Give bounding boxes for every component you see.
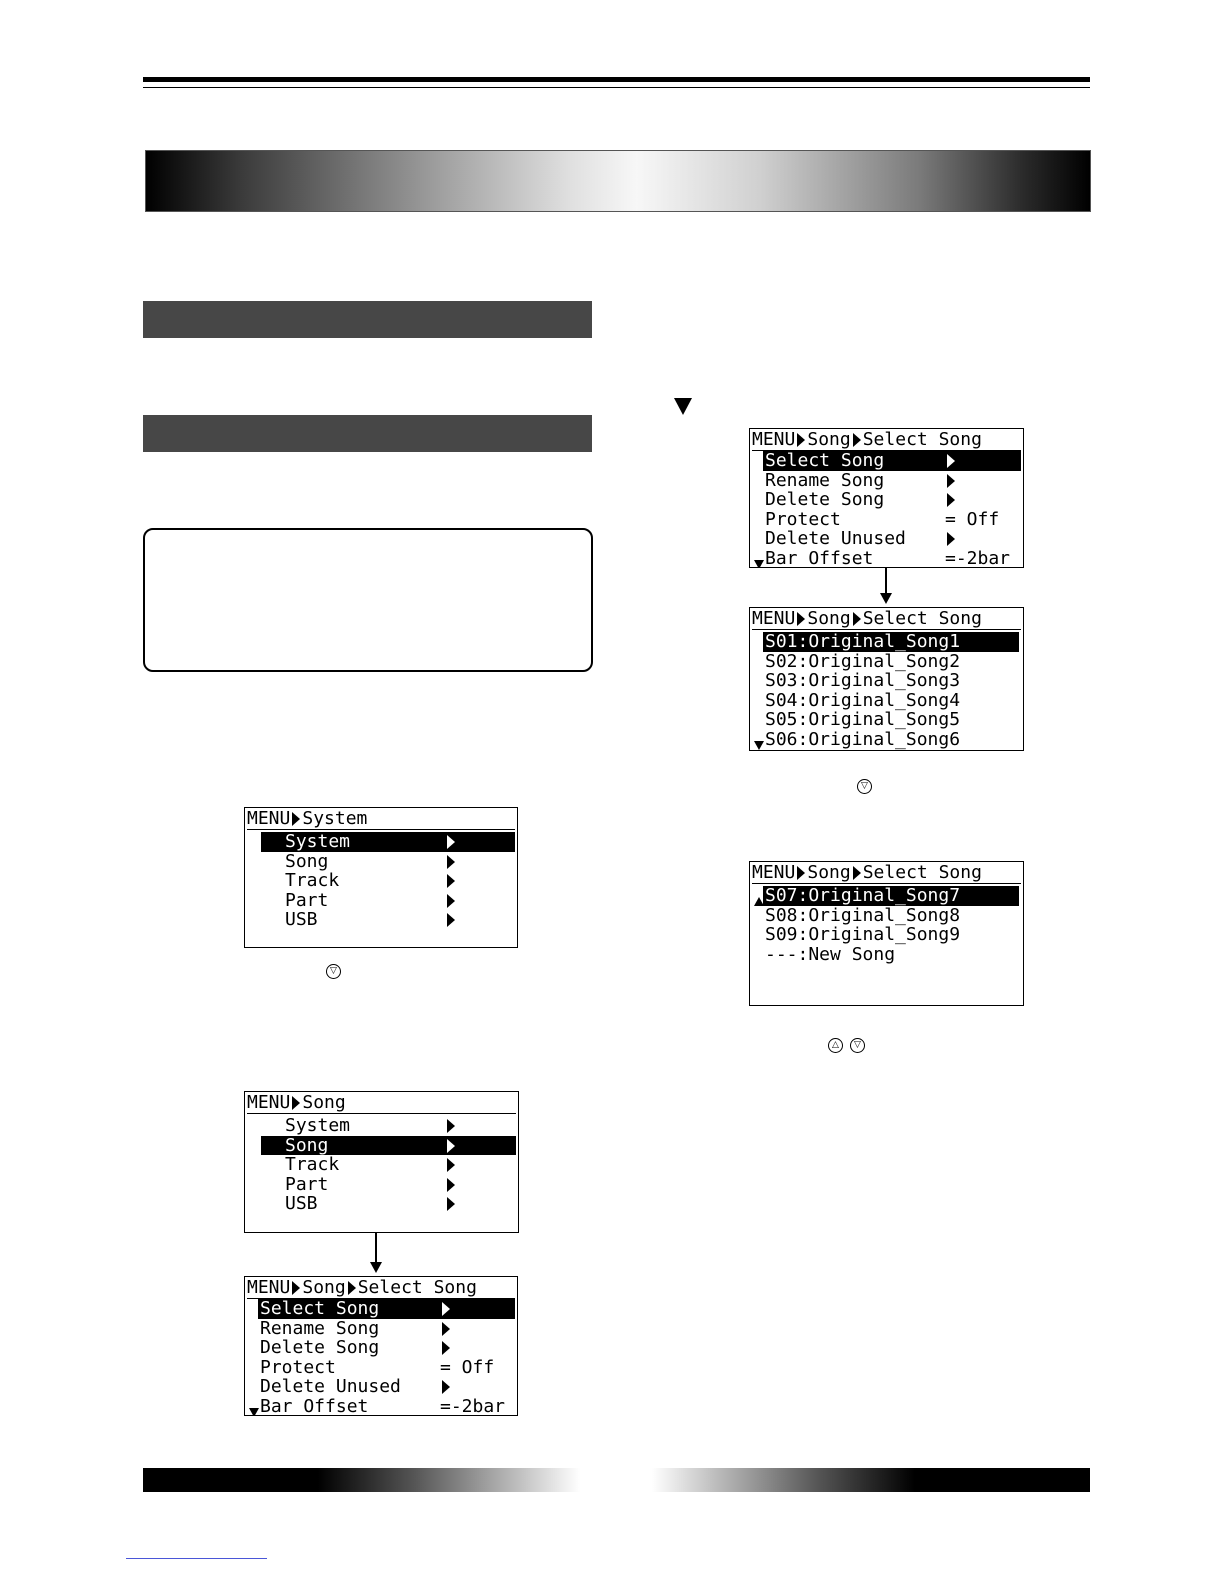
lcd-row-delete-unused xyxy=(258,1377,515,1397)
flow-arrow-head xyxy=(370,1262,382,1273)
lcd-header-menu: MENU xyxy=(247,1277,291,1298)
lcd-song-menu-right xyxy=(749,428,1024,568)
lcd-song-list-1 xyxy=(749,607,1024,751)
lcd-song-list-2 xyxy=(749,861,1024,1006)
down-button-icon: ▽ xyxy=(857,779,872,794)
lcd-row-system xyxy=(261,1116,516,1136)
link-underline xyxy=(126,1558,267,1559)
lcd-header-path2: Select Song xyxy=(862,608,982,629)
row-label: S05:Original_Song5 xyxy=(765,709,961,730)
up-button-icon: △ xyxy=(828,1038,843,1053)
submenu-arrow-icon xyxy=(447,835,455,849)
path-arrow-icon xyxy=(853,433,861,447)
lcd-row-part xyxy=(261,891,515,911)
lcd-header-menu: MENU xyxy=(752,862,796,883)
path-arrow-icon xyxy=(348,1281,356,1295)
lcd-header-path: Song xyxy=(302,1092,346,1113)
row-value: = Off xyxy=(945,508,1000,530)
row-label: System xyxy=(285,831,351,852)
flow-arrow-line xyxy=(375,1233,377,1263)
lcd-header xyxy=(247,1278,515,1299)
scroll-down-icon xyxy=(249,1408,259,1417)
path-arrow-icon xyxy=(853,612,861,626)
lcd-row-usb xyxy=(261,1194,516,1214)
path-arrow-icon xyxy=(292,1281,300,1295)
path-arrow-icon xyxy=(797,612,805,626)
lcd-header xyxy=(752,430,1021,451)
lcd-header-menu: MENU xyxy=(247,808,291,829)
lcd-row-song-6 xyxy=(763,730,1021,750)
lcd-row-track xyxy=(261,871,515,891)
path-arrow-icon xyxy=(292,1096,300,1110)
lcd-row-rename-song xyxy=(763,471,1021,491)
lcd-header-path2: Select Song xyxy=(357,1277,477,1298)
row-label: Track xyxy=(285,1154,340,1175)
row-label: USB xyxy=(285,909,318,930)
submenu-arrow-icon xyxy=(447,1139,455,1153)
row-label: Delete Unused xyxy=(260,1376,401,1397)
path-arrow-icon xyxy=(797,866,805,880)
submenu-arrow-icon xyxy=(947,454,955,468)
row-label: Protect xyxy=(260,1356,336,1378)
lcd-menu-song xyxy=(244,1091,519,1233)
lcd-row-delete-unused xyxy=(763,529,1021,549)
lcd-row-protect xyxy=(763,510,1021,530)
lcd-row-bar-offset xyxy=(763,549,1021,569)
row-value: =-2bar xyxy=(945,547,1011,568)
lcd-row-song-1 xyxy=(763,632,1019,652)
lcd-row-song-9 xyxy=(763,925,1021,945)
lcd-row-song-8 xyxy=(763,906,1021,926)
submenu-arrow-icon xyxy=(442,1322,450,1336)
lcd-row-song-2 xyxy=(763,652,1021,672)
row-label: USB xyxy=(285,1193,318,1214)
submenu-arrow-icon xyxy=(447,913,455,927)
row-label: Rename Song xyxy=(765,469,885,491)
note-box xyxy=(143,528,593,672)
row-label: S04:Original_Song4 xyxy=(765,689,961,711)
submenu-arrow-icon xyxy=(442,1302,450,1316)
submenu-arrow-icon xyxy=(447,1178,455,1192)
lcd-row-track xyxy=(261,1155,516,1175)
row-label: Protect xyxy=(765,508,841,530)
submenu-arrow-icon xyxy=(447,1197,455,1211)
title-banner xyxy=(145,150,1091,212)
row-label: S01:Original_Song1 xyxy=(765,631,961,652)
lcd-row-bar-offset xyxy=(258,1397,515,1417)
submenu-arrow-icon xyxy=(447,855,455,869)
lcd-header-menu: MENU xyxy=(752,429,796,450)
lcd-header-path: System xyxy=(302,808,368,829)
lcd-header-path: Song xyxy=(807,429,851,450)
footer-bar-right xyxy=(652,1468,1090,1492)
lcd-row-usb xyxy=(261,910,515,930)
row-label: Bar Offset xyxy=(260,1395,369,1416)
scroll-down-icon xyxy=(754,741,764,750)
row-label: S06:Original_Song6 xyxy=(765,728,961,750)
row-label: ---:New Song xyxy=(765,943,896,965)
header-rule-thin xyxy=(143,87,1090,88)
lcd-row-song xyxy=(261,852,515,872)
row-value: =-2bar xyxy=(440,1395,506,1416)
lcd-row-song xyxy=(261,1136,516,1156)
path-arrow-icon xyxy=(797,433,805,447)
row-label: S02:Original_Song2 xyxy=(765,650,961,672)
row-label: Bar Offset xyxy=(765,547,874,568)
row-label: Song xyxy=(285,1134,329,1156)
lcd-header xyxy=(752,863,1021,884)
lcd-row-rename-song xyxy=(258,1319,515,1339)
submenu-arrow-icon xyxy=(447,1158,455,1172)
lcd-song-menu-left xyxy=(244,1276,518,1416)
submenu-arrow-icon xyxy=(447,1119,455,1133)
row-label: Track xyxy=(285,870,340,891)
lcd-header-menu: MENU xyxy=(752,608,796,629)
lcd-row-select-song xyxy=(258,1299,515,1319)
row-value: = Off xyxy=(440,1356,495,1378)
lcd-header-path: Song xyxy=(807,608,851,629)
scroll-down-icon xyxy=(754,560,764,569)
lcd-row-song-7 xyxy=(763,886,1019,906)
lcd-header-menu: MENU xyxy=(247,1092,291,1113)
down-button-icon: ▽ xyxy=(850,1038,865,1053)
row-label: Delete Song xyxy=(765,489,885,510)
section-bar-1 xyxy=(143,301,592,338)
row-label: Part xyxy=(285,889,329,911)
lcd-row-new-song xyxy=(763,945,1021,965)
submenu-arrow-icon xyxy=(947,532,955,546)
lcd-header-path: Song xyxy=(302,1277,346,1298)
row-label: S09:Original_Song9 xyxy=(765,924,961,945)
lcd-row-system xyxy=(261,832,515,852)
submenu-arrow-icon xyxy=(442,1380,450,1394)
lcd-row-song-3 xyxy=(763,671,1021,691)
row-label: S03:Original_Song3 xyxy=(765,670,961,691)
row-label: Delete Unused xyxy=(765,528,906,549)
lcd-header xyxy=(247,809,515,830)
row-label: Song xyxy=(285,850,329,872)
path-arrow-icon xyxy=(292,812,300,826)
submenu-arrow-icon xyxy=(947,493,955,507)
header-rule-thick xyxy=(143,77,1090,82)
submenu-arrow-icon xyxy=(447,894,455,908)
row-label: Part xyxy=(285,1173,329,1195)
flow-arrow-line xyxy=(885,568,887,595)
row-label: S07:Original_Song7 xyxy=(765,885,961,906)
lcd-row-song-4 xyxy=(763,691,1021,711)
lcd-header-path2: Select Song xyxy=(862,429,982,450)
lcd-header-path: Song xyxy=(807,862,851,883)
flow-arrow-head xyxy=(880,593,892,604)
lcd-row-select-song xyxy=(763,451,1021,471)
row-label: Select Song xyxy=(260,1298,380,1319)
section-bar-2 xyxy=(143,415,592,452)
lcd-row-delete-song xyxy=(258,1338,515,1358)
row-label: Delete Song xyxy=(260,1337,380,1358)
down-button-icon: ▽ xyxy=(326,964,341,979)
path-arrow-icon xyxy=(853,866,861,880)
footer-bar-left xyxy=(143,1468,580,1492)
lcd-header xyxy=(752,609,1021,630)
lcd-menu-system xyxy=(244,807,518,948)
lcd-header-path2: Select Song xyxy=(862,862,982,883)
row-label: System xyxy=(285,1115,351,1136)
lcd-row-song-5 xyxy=(763,710,1021,730)
lcd-row-delete-song xyxy=(763,490,1021,510)
row-label: Rename Song xyxy=(260,1317,380,1339)
lcd-row-protect xyxy=(258,1358,515,1378)
submenu-arrow-icon xyxy=(447,874,455,888)
row-label: Select Song xyxy=(765,450,885,471)
step-triangle-icon xyxy=(674,398,692,415)
submenu-arrow-icon xyxy=(947,474,955,488)
submenu-arrow-icon xyxy=(442,1341,450,1355)
row-label: S08:Original_Song8 xyxy=(765,904,961,926)
lcd-header xyxy=(247,1093,516,1114)
lcd-row-part xyxy=(261,1175,516,1195)
